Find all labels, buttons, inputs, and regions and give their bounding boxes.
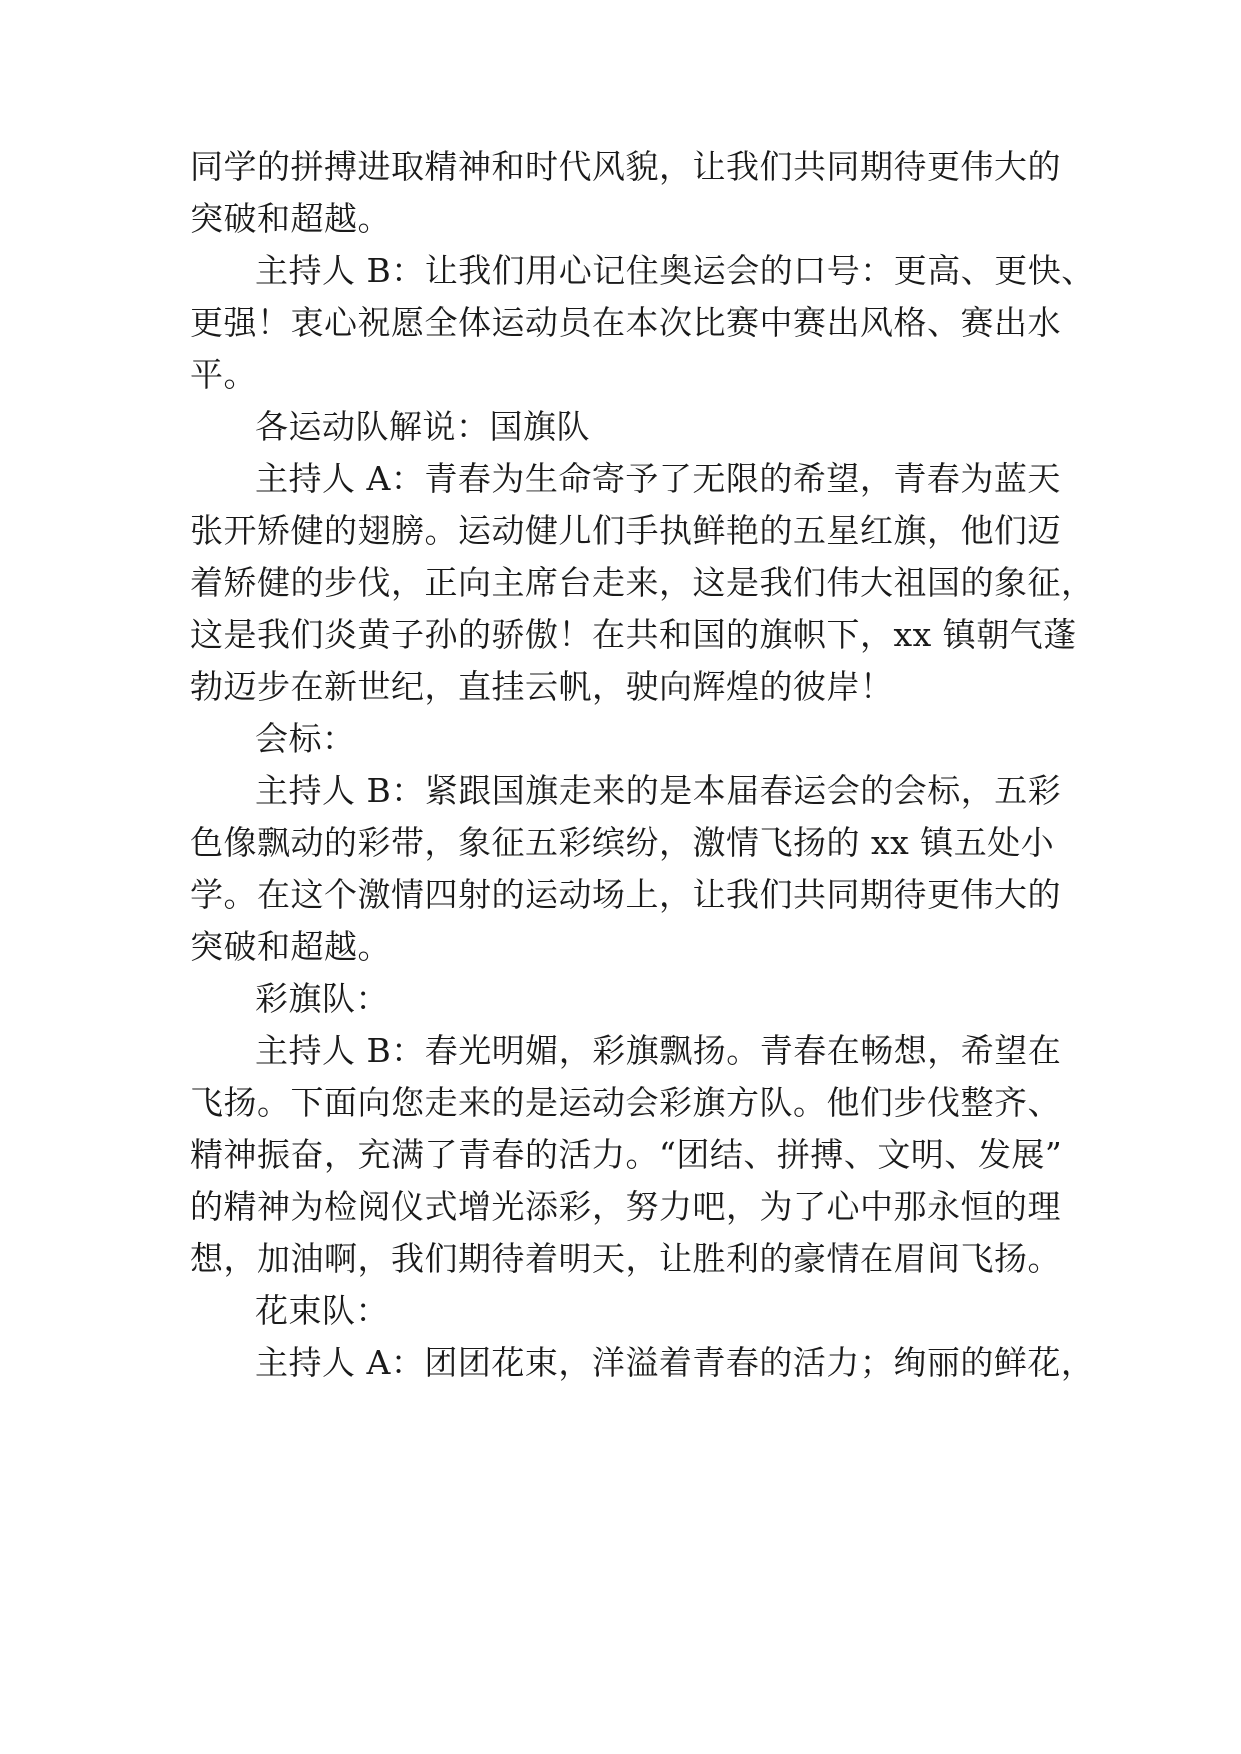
text-line: 精神振奋，充满了青春的活力。“团结、拼搏、文明、发展” bbox=[190, 1135, 1063, 1174]
text-line: 更强！衷心祝愿全体运动员在本次比赛中赛出风格、赛出水 bbox=[190, 303, 1061, 342]
text-line: 平。 bbox=[190, 355, 257, 394]
text-line: 飞扬。下面向您走来的是运动会彩旗方队。他们步伐整齐、 bbox=[190, 1083, 1061, 1122]
text-line: 勃迈步在新世纪，直挂云帆，驶向辉煌的彼岸！ bbox=[190, 667, 894, 706]
text-line: 主持人 B：紧跟国旗走来的是本届春运会的会标，五彩 bbox=[255, 771, 1062, 810]
section-heading: 花束队： bbox=[255, 1291, 389, 1330]
text-line: 这是我们炎黄子孙的骄傲！在共和国的旗帜下，xx 镇朝气蓬 bbox=[190, 615, 1077, 654]
text-line: 着矫健的步伐，正向主席台走来，这是我们伟大祖国的象征， bbox=[190, 563, 1095, 602]
text-line: 突破和超越。 bbox=[190, 199, 391, 238]
section-heading: 会标： bbox=[255, 719, 356, 758]
text-line: 主持人 B：春光明媚，彩旗飘扬。青春在畅想，希望在 bbox=[255, 1031, 1062, 1070]
section-heading: 各运动队解说：国旗队 bbox=[255, 407, 590, 446]
text-line: 主持人 A：青春为生命寄予了无限的希望，青春为蓝天 bbox=[255, 459, 1061, 498]
text-line: 学。在这个激情四射的运动场上，让我们共同期待更伟大的 bbox=[190, 875, 1061, 914]
text-line: 的精神为检阅仪式增光添彩，努力吧，为了心中那永恒的理 bbox=[190, 1187, 1061, 1226]
text-line: 主持人 B：让我们用心记住奥运会的口号：更高、更快、 bbox=[255, 251, 1095, 290]
text-line: 张开矫健的翅膀。运动健儿们手执鲜艳的五星红旗，他们迈 bbox=[190, 511, 1061, 550]
text-line: 同学的拼搏进取精神和时代风貌，让我们共同期待更伟大的 bbox=[190, 147, 1061, 186]
text-line: 色像飘动的彩带，象征五彩缤纷，激情飞扬的 xx 镇五处小 bbox=[190, 823, 1055, 862]
text-line: 想，加油啊，我们期待着明天，让胜利的豪情在眉间飞扬。 bbox=[190, 1239, 1061, 1278]
text-line: 主持人 A：团团花束，洋溢着青春的活力；绚丽的鲜花， bbox=[255, 1343, 1095, 1382]
text-line: 突破和超越。 bbox=[190, 927, 391, 966]
section-heading: 彩旗队： bbox=[255, 979, 389, 1018]
